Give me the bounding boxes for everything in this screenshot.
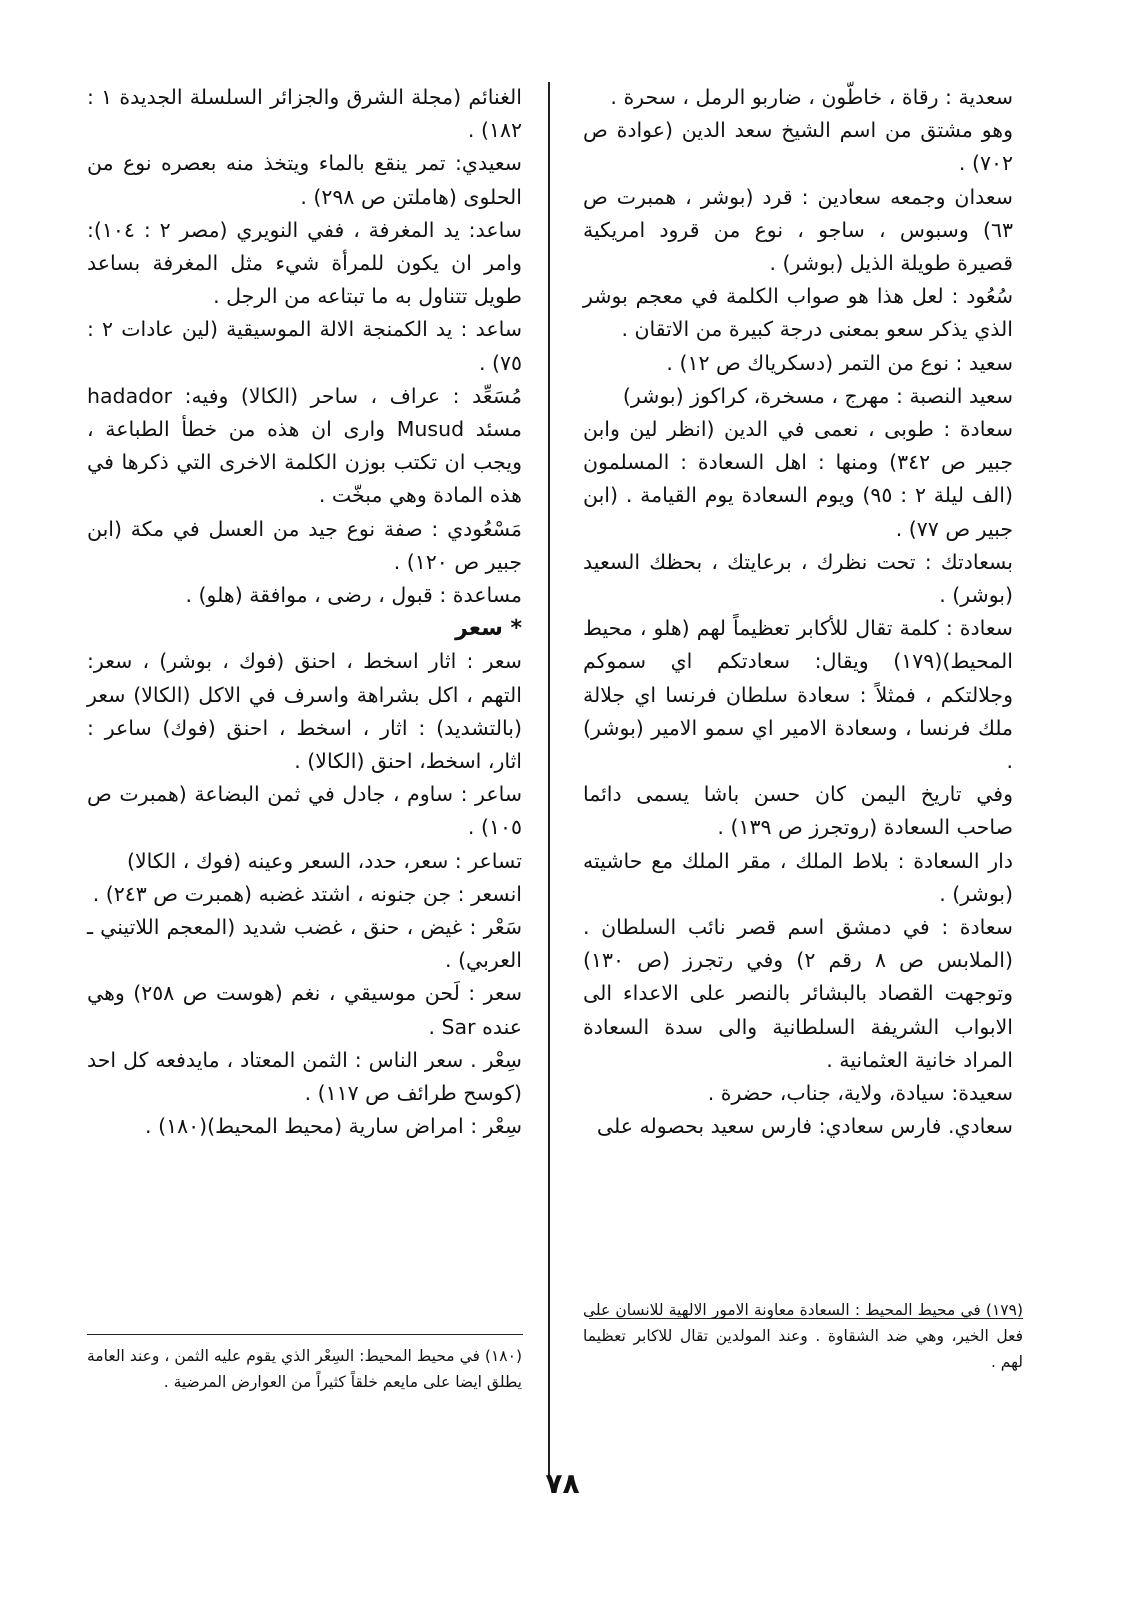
footnote-right <box>583 1297 1023 1375</box>
entry: مساعدة : قبول ، رضى ، موافقة (هلو) . <box>185 583 522 608</box>
section-heading: * سعر <box>455 616 522 642</box>
entry: سعر : لَحن موسيقي ، نغم (هوست ص ٢٥٨) وهي عنده Sar . <box>87 981 523 1039</box>
left-column <box>87 81 522 1144</box>
entry: سعيدة: سيادة، ولاية، جناب، حضرة . <box>707 1081 1013 1106</box>
entry: سعادة : طوبى ، نعمى في الدين (انظر لين وابن جبير ص ٣٤٢) ومنها : اهل السعادة : المسلمون (الف ليلة ٢ : ٩٥) ويوم السعادة يوم القيامة . (ابن جبير ص ٧٧) . <box>583 417 1013 541</box>
entry: ساعد : يد الكمنجة الالة الموسيقية (لين عادات ٢ : ٧٥) . <box>87 317 522 375</box>
right-column <box>583 81 1013 1144</box>
entry: مُسَعِّد : عراف ، ساحر (الكالا) وفيه: hadador مسئد Musud وارى ان هذه من خطأ الطباعة ، ويجب ان تكتب بوزن الكلمة الاخرى التي ذكرها في هذه المادة وهي مبخّت . <box>87 383 522 508</box>
column-divider <box>548 82 550 1477</box>
footnote-text: (١٧٩) في محيط المحيط : السعادة معاونة الامور الالهية للانسان على فعل الخير، وهي ضد الشقاوة . وعند المولدين تقال للاكابر تعظيما لهم . <box>583 1301 1023 1371</box>
entry: سعادة : في دمشق اسم قصر نائب السلطان . (الملابس ص ٨ رقم ٢) وفي رتجرز (ص ١٣٠) وتوجهت القصاد بالبشائر بالنصر على الاعداء الى الابواب الشريفة السلطانية والى سدة السعادة المراد خانية العثمانية . <box>583 915 1013 1072</box>
entry: ساعر : ساوم ، جادل في ثمن البضاعة (همبرت ص ١٠٥) . <box>87 782 522 840</box>
footnote-left <box>87 1343 522 1395</box>
entry: ساعد: يد المغرفة ، ففي النويري (مصر ٢ : ١٠٤): وامر ان يكون للمرأة شيء مثل المغرفة بساعد طويل تتناول به ما تبتاعه من الرجل . <box>87 217 522 309</box>
entry: سِعْر : امراض سارية (محيط المحيط)(١٨٠) . <box>145 1114 522 1139</box>
entry: سعيد : نوع من التمر (دسكرياك ص ١٢) . <box>666 350 1013 375</box>
page-number: ٧٨ <box>545 1467 580 1500</box>
entry: سعادي. فارس سعادي: فارس سعيد بحصوله على <box>596 1114 1013 1139</box>
entry: سعر : اثار اسخط ، احنق (فوك ، بوشر) ، سعر: التهم ، اكل بشراهة واسرف في الاكل (الكالا) سعر (بالتشديد) : اثار ، اسخط ، احنق (فوك) ساعر : اثار، اسخط، احنق (الكالا) . <box>87 649 522 774</box>
entry: سعدان وجمعه سعادين : قرد (بوشر ، همبرت ص ٦٣) وسبوس ، ساجو ، نوع من قرود امريكية قصيرة طويلة الذيل (بوشر) . <box>583 184 1013 276</box>
entry: مَسْعُودي : صفة نوع جيد من العسل في مكة (ابن جبير ص ١٢٠) . <box>87 516 522 574</box>
entry: الغنائم (مجلة الشرق والجزائر السلسلة الجديدة ١ : ١٨٢) . <box>87 85 522 143</box>
entry: وفي تاريخ اليمن كان حسن باشا يسمى دائما صاحب السعادة (روتجرز ص ١٣٩) . <box>583 782 1013 840</box>
entry: سعيدي: تمر ينقع بالماء ويتخذ منه بعصره نوع من الحلوى (هاملتن ص ٢٩٨) . <box>87 151 522 209</box>
entry: دار السعادة : بلاط الملك ، مقر الملك مع حاشيته (بوشر) . <box>583 848 1013 906</box>
entry: سِعْر . سعر الناس : الثمن المعتاد ، مايدفعه كل احد (كوسح طرائف ص ١١٧) . <box>87 1047 522 1106</box>
entry: انسعر : جن جنونه ، اشتد غضبه (همبرت ص ٢٤٣) . <box>92 881 522 906</box>
entry: سعدية : رقاة ، خاطّون ، ضاربو الرمل ، سحرة . <box>610 85 1013 109</box>
entry: سَعْر : غيض ، حنق ، غضب شديد (المعجم اللاتيني ـ العربي) . <box>87 915 522 973</box>
entry: سعيد النصبة : مهرج ، مسخرة، كراكوز (بوشر) <box>622 383 1013 408</box>
entry: تساعر : سعر، حدد، السعر وعينه (فوك ، الكالا) <box>126 848 522 873</box>
footnote-text: (١٨٠) في محيط المحيط: السِعْر الذي يقوم عليه الثمن ، وعند العامة يطلق ايضا على مايعم خلقاً كثيراً من العوارض المرضية . <box>87 1347 522 1391</box>
entry: بسعادتك : تحت نظرك ، برعايتك ، بحظك السعيد (بوشر) . <box>583 549 1013 608</box>
entry: وهو مشتق من اسم الشيخ سعد الدين (عوادة ص ٧٠٢) . <box>583 118 1013 176</box>
entry: سعادة : كلمة تقال للأكابر تعظيماً لهم (هلو ، محيط المحيط)(١٧٩) ويقال: سعادتكم اي سموكم وجلالتكم ، فمثلاً : سعادة سلطان فرنسا اي جلالة ملك فرنسا ، وسعادة الامير اي سمو الامير (بوشر) . <box>583 616 1013 774</box>
footnote-rule-left <box>87 1334 523 1335</box>
entry: سُعُود : لعل هذا هو صواب الكلمة في معجم بوشر الذي يذكر سعو بمعنى درجة كبيرة من الاتقان . <box>583 284 1013 342</box>
